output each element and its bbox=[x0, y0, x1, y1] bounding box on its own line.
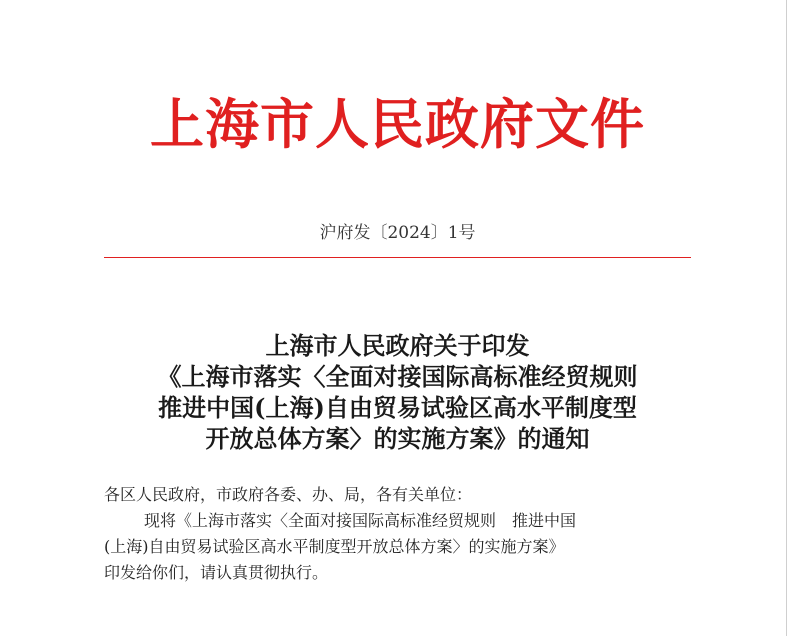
document-masthead: 上海市人民政府文件 bbox=[150, 92, 645, 156]
document-body bbox=[104, 482, 704, 586]
body-line: (上海)自由贸易试验区高水平制度型开放总体方案〉的实施方案》 bbox=[104, 537, 565, 556]
red-divider-line bbox=[104, 257, 691, 258]
title-line: 推进中国(上海)自由贸易试验区高水平制度型 bbox=[158, 393, 637, 422]
body-line: 现将《上海市落实〈全面对接国际高标准经贸规则 推进中国 bbox=[144, 511, 577, 530]
salutation: 各区人民政府，市政府各委、办、局，各有关单位： bbox=[104, 485, 473, 504]
title-line: 《上海市落实〈全面对接国际高标准经贸规则 bbox=[157, 362, 638, 391]
title-line: 上海市人民政府关于印发 bbox=[265, 331, 530, 360]
document-title bbox=[0, 330, 795, 454]
document-number: 沪府发〔2024〕1号 bbox=[319, 223, 476, 243]
body-line: 印发给你们，请认真贯彻执行。 bbox=[104, 563, 329, 582]
title-line: 开放总体方案〉的实施方案》的通知 bbox=[205, 424, 590, 453]
